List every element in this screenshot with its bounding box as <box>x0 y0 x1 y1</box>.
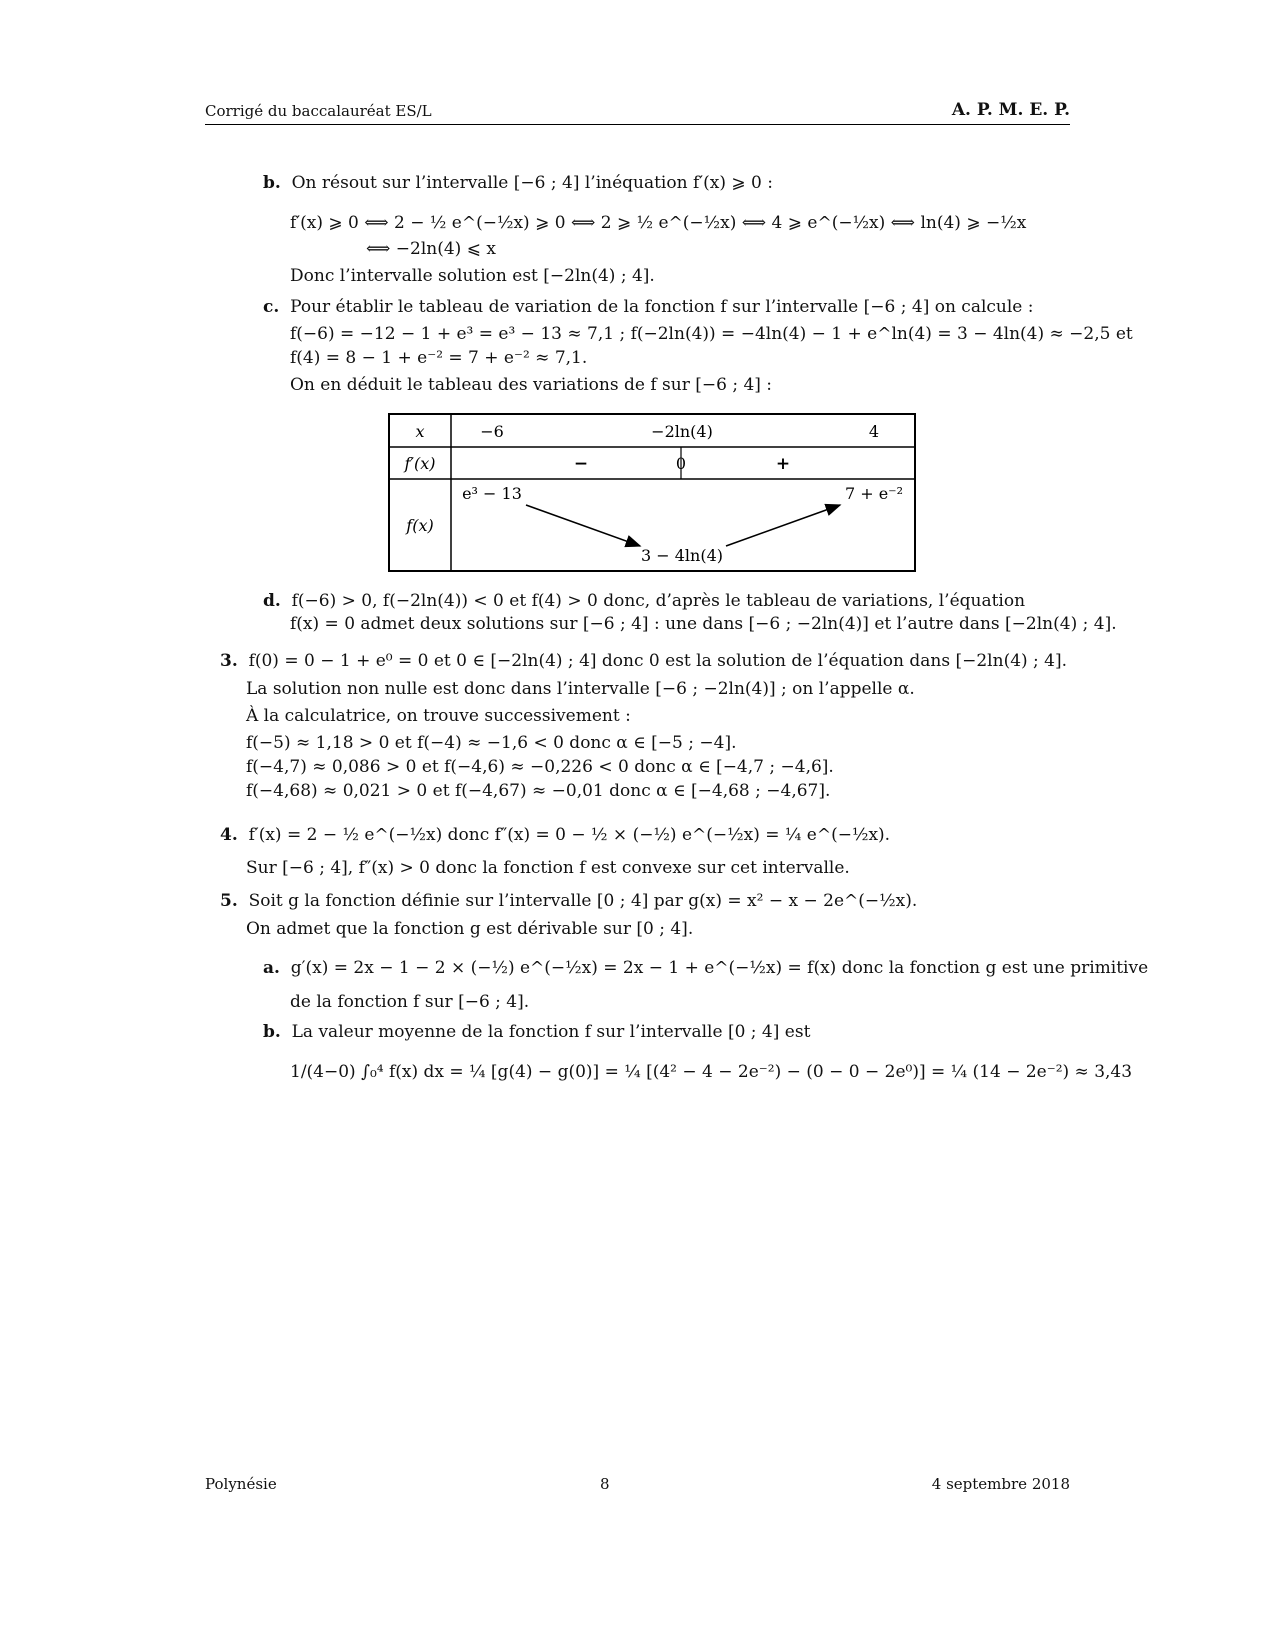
q2d-line1-text: f(−6) > 0, f(−2ln(4)) < 0 et f(4) > 0 donc, d’après le tableau de variations, l’équation <box>291 591 1026 611</box>
footer-right: 4 septembre 2018 <box>931 1475 1070 1493</box>
q2b-line2: ⟺ −2ln(4) ⩽ x <box>366 239 496 259</box>
header-left: Corrigé du baccalauréat ES/L <box>205 102 432 120</box>
q2b-intro <box>263 172 773 194</box>
f-value-end: 7 + e⁻² <box>844 484 904 503</box>
q3-line4: f(−5) ≈ 1,18 > 0 et f(−4) ≈ −1,6 < 0 donc α ∈ [−5 ; −4]. <box>246 733 737 753</box>
q3-line1 <box>220 650 1067 672</box>
sign-positive: + <box>775 454 791 474</box>
q2c-deduce: On en déduit le tableau des variations de f sur [−6 ; 4] : <box>290 375 773 395</box>
q5b-label: b. <box>263 1022 281 1042</box>
q3-label: 3. <box>220 651 238 671</box>
footer-left: Polynésie <box>205 1475 277 1493</box>
sign-zero: 0 <box>675 454 687 473</box>
x-value-start: −6 <box>480 422 504 441</box>
q2d-label: d. <box>263 591 281 611</box>
x-value-end: 4 <box>868 422 880 441</box>
q5a-label: a. <box>263 958 280 978</box>
q5b-line1-text: La valeur moyenne de la fonction f sur l’intervalle [0 ; 4] est <box>291 1022 811 1042</box>
q2d-line2: f(x) = 0 admet deux solutions sur [−6 ; 4] : une dans [−6 ; −2ln(4)] et l’autre dans [−2ln(4) ; 4]. <box>290 614 1117 634</box>
q2c-intro <box>263 296 1034 318</box>
q3-line6: f(−4,68) ≈ 0,021 > 0 et f(−4,67) ≈ −0,01 donc α ∈ [−4,68 ; −4,67]. <box>246 781 831 801</box>
page-header <box>205 98 1070 125</box>
table-row-f-label: f(x) <box>406 516 434 535</box>
q5a-line1 <box>263 950 1148 986</box>
variation-table <box>388 413 916 573</box>
q4-line2: Sur [−6 ; 4], f″(x) > 0 donc la fonction f est convexe sur cet intervalle. <box>246 858 850 878</box>
sign-negative: − <box>573 454 589 474</box>
q3-line1-text: f(0) = 0 − 1 + e⁰ = 0 et 0 ∈ [−2ln(4) ; 4] donc 0 est la solution de l’équation dans [−2ln(4) ; 4]. <box>248 651 1068 671</box>
table-row-x-label: x <box>415 422 425 441</box>
q5a-line2: de la fonction f sur [−6 ; 4]. <box>290 992 530 1012</box>
q2b-line1: f′(x) ⩾ 0 ⟺ 2 − ½ e^(−½x) ⩾ 0 ⟺ 2 ⩾ ½ e^(−½x) ⟺ 4 ⩾ e^(−½x) ⟺ ln(4) ⩾ −½x <box>290 213 1027 233</box>
q4-line1 <box>220 818 890 852</box>
header-right: A. P. M. E. P. <box>951 100 1070 120</box>
q4-line1-text: f′(x) = 2 − ½ e^(−½x) donc f″(x) = 0 − ½ × (−½) e^(−½x) = ¼ e^(−½x). <box>248 825 891 845</box>
q2b-conclusion: Donc l’intervalle solution est [−2ln(4) ; 4]. <box>290 266 655 286</box>
q2c-calc1: f(−6) = −12 − 1 + e³ = e³ − 13 ≈ 7,1 ; f(−2ln(4)) = −4ln(4) − 1 + e^ln(4) = 3 − 4ln(4) ≈ −2,5 et <box>290 324 1133 344</box>
f-value-start: e³ − 13 <box>462 484 522 503</box>
q3-line2: La solution non nulle est donc dans l’intervalle [−6 ; −2ln(4)] ; on l’appelle α. <box>246 679 915 699</box>
table-row-fp-label: f′(x) <box>404 454 436 473</box>
q5-label: 5. <box>220 891 238 911</box>
q2b-intro-text: On résout sur l’intervalle [−6 ; 4] l’inéquation f′(x) ⩾ 0 : <box>291 173 773 193</box>
q2b-label: b. <box>263 173 281 193</box>
q5b-line2: 1/(4−0) ∫₀⁴ f(x) dx = ¼ [g(4) − g(0)] = ¼ [(4² − 4 − 2e⁻²) − (0 − 0 − 2e⁰)] = ¼ (14 − 2e⁻²) ≈ 3,43 <box>290 1062 1133 1082</box>
q5-line1-text: Soit g la fonction définie sur l’intervalle [0 ; 4] par g(x) = x² − x − 2e^(−½x). <box>248 891 918 911</box>
q2c-label: c. <box>263 297 280 317</box>
q3-line3: À la calculatrice, on trouve successivement : <box>246 706 631 726</box>
q4-label: 4. <box>220 825 238 845</box>
arrow-decreasing <box>526 505 640 546</box>
q5b-line1 <box>263 1021 810 1043</box>
x-value-mid: −2ln(4) <box>651 422 713 441</box>
q5-line1 <box>220 890 917 912</box>
footer-page-number: 8 <box>600 1475 610 1493</box>
q3-line5: f(−4,7) ≈ 0,086 > 0 et f(−4,6) ≈ −0,226 < 0 donc α ∈ [−4,7 ; −4,6]. <box>246 757 834 777</box>
q2c-calc2: f(4) = 8 − 1 + e⁻² = 7 + e⁻² ≈ 7,1. <box>290 348 588 368</box>
q2c-intro-text: Pour établir le tableau de variation de la fonction f sur l’intervalle [−6 ; 4] on calcule : <box>290 297 1034 317</box>
q2d-line1 <box>263 590 1025 612</box>
arrow-increasing <box>726 505 840 546</box>
q5a-line1-text: g′(x) = 2x − 1 − 2 × (−½) e^(−½x) = 2x − 1 + e^(−½x) = f(x) donc la fonction g est une primitive <box>290 958 1149 978</box>
f-value-min: 3 − 4ln(4) <box>640 546 724 565</box>
q5-line2: On admet que la fonction g est dérivable sur [0 ; 4]. <box>246 919 694 939</box>
